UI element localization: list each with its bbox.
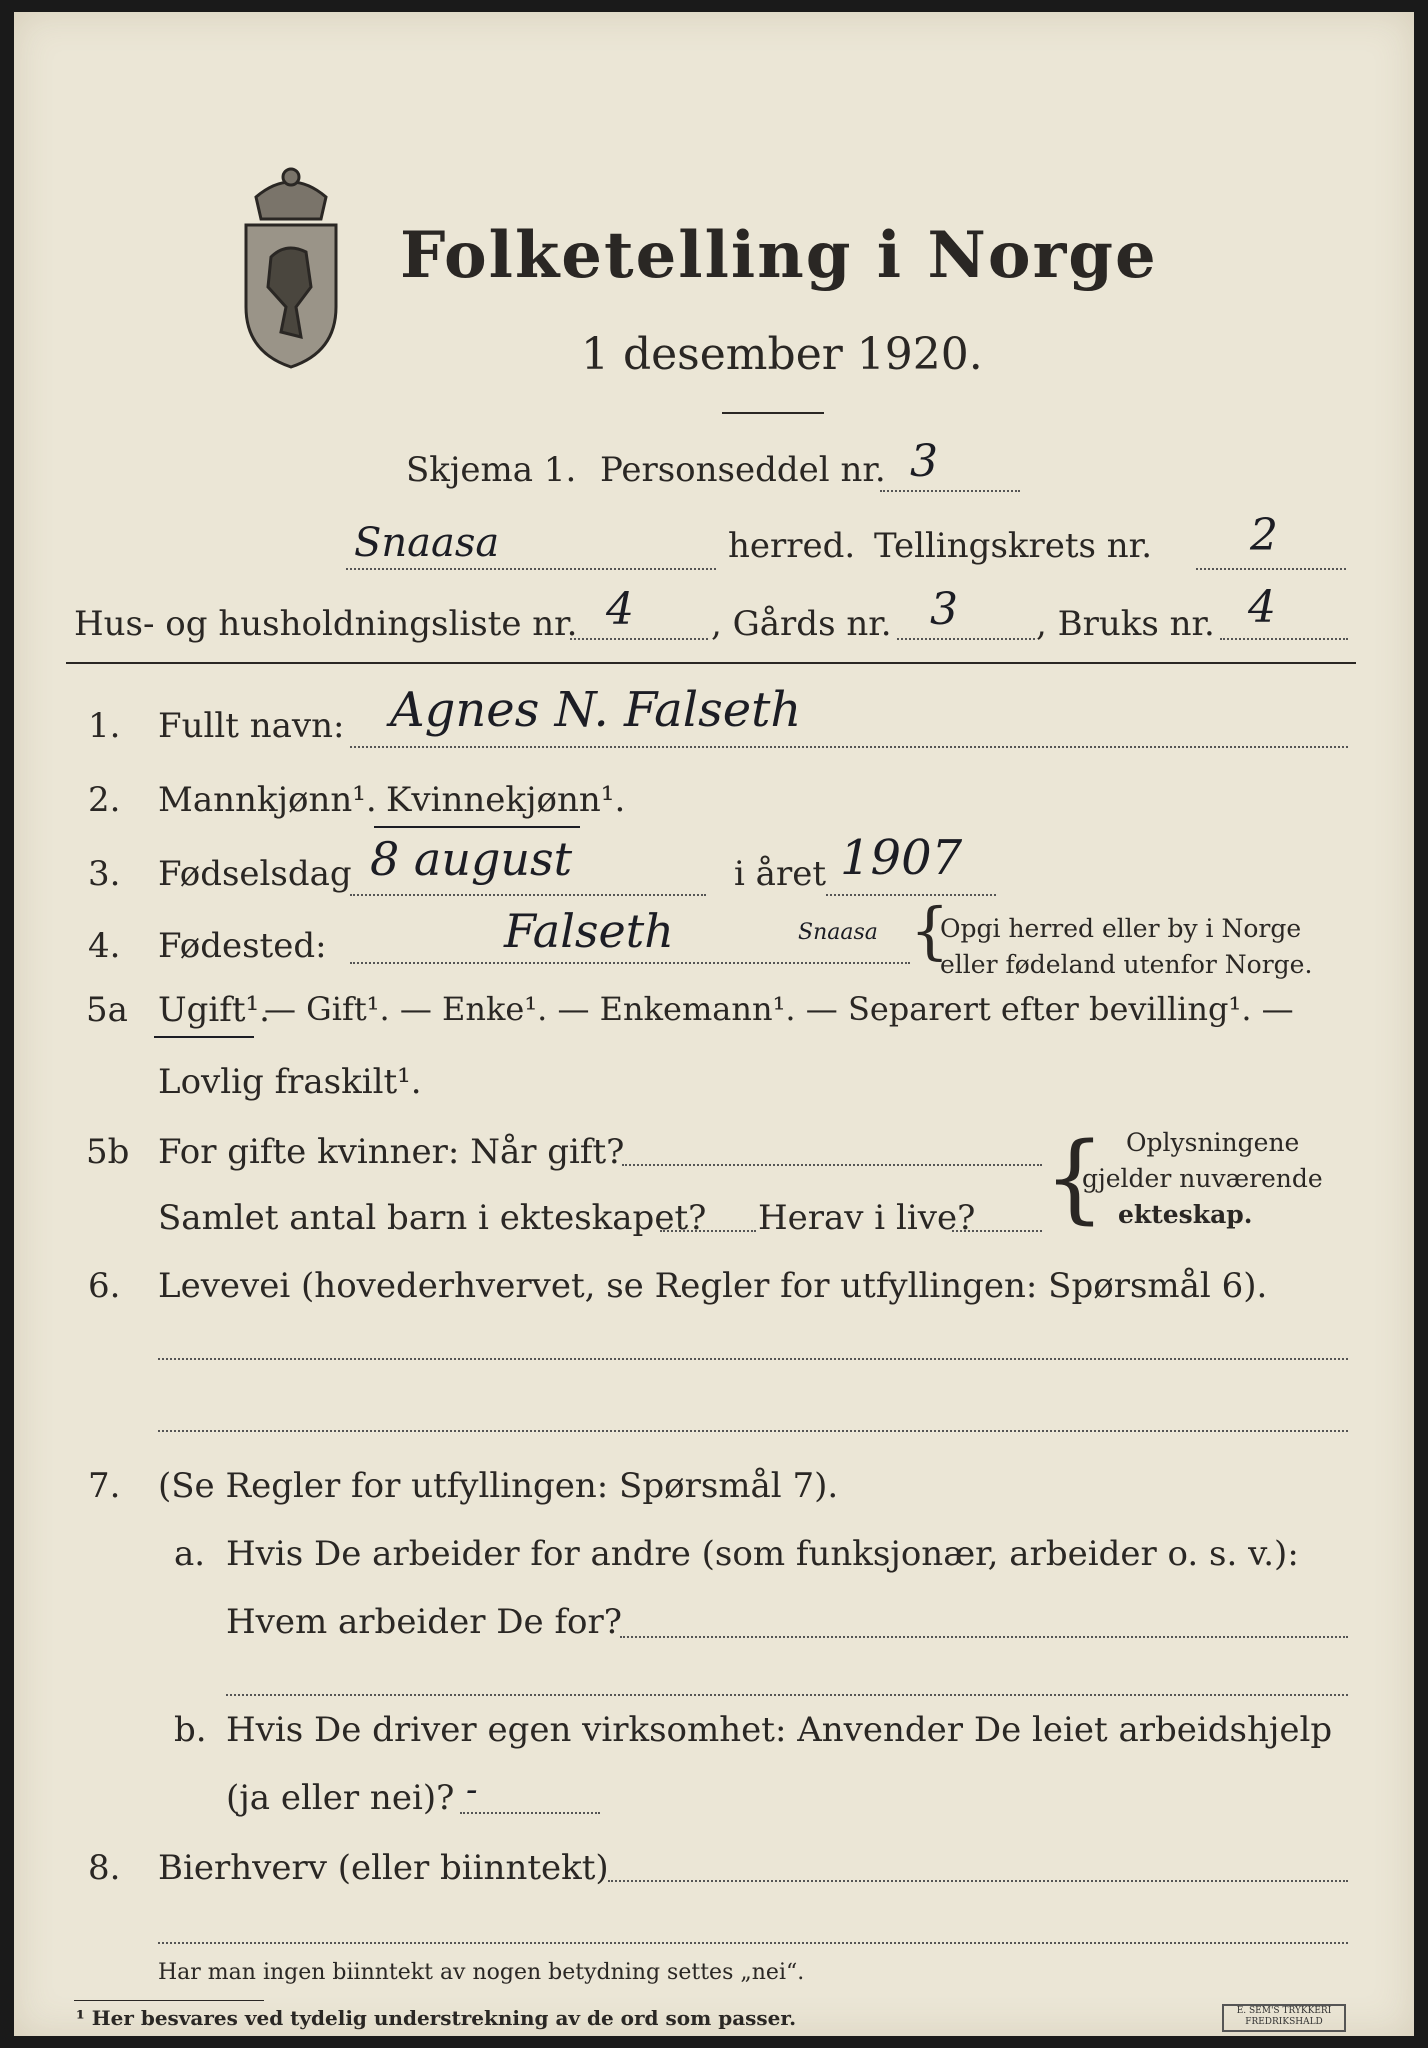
q3-label: Fødselsdag <box>158 854 352 894</box>
tellingskrets-value[interactable]: 2 <box>1250 510 1278 561</box>
q4-value[interactable]: Falseth <box>504 904 674 958</box>
q7a-line-2 <box>226 1694 1348 1696</box>
q3-number: 3. <box>88 854 121 894</box>
q5b-note-3: ekteskap. <box>1118 1200 1253 1229</box>
q2-male[interactable]: Mannkjønn¹. <box>158 780 377 820</box>
q4-note-1: Opgi herred eller by i Norge <box>940 914 1302 943</box>
hus-line <box>570 638 708 640</box>
bruks-value[interactable]: 4 <box>1248 582 1276 633</box>
q5b-label1: For gifte kvinner: Når gift? <box>158 1132 625 1172</box>
q5a-number: 5a <box>86 990 128 1030</box>
q5b-brace: { <box>1044 1122 1106 1234</box>
q7b-label1: Hvis De driver egen virksomhet: Anvender De leiet arbeidshjelp <box>226 1710 1333 1750</box>
q6-label: Levevei (hovederhvervet, se Regler for utfyllingen: Spørsmål 6). <box>158 1266 1268 1306</box>
q7a-letter: a. <box>174 1534 206 1574</box>
hus-label: Hus- og husholdningsliste nr. <box>74 604 578 644</box>
census-form-sheet <box>14 12 1414 2036</box>
header-separator <box>66 662 1356 664</box>
gards-label: , Gårds nr. <box>711 604 892 644</box>
q7a-label2: Hvem arbeider De for? <box>226 1602 622 1642</box>
herred-label: herred. <box>728 526 856 566</box>
norway-coat-of-arms-icon <box>226 157 356 372</box>
footnote-rule <box>74 2000 264 2001</box>
q2-female[interactable]: Kvinnekjønn¹. <box>386 780 626 820</box>
form-title: Folketelling i Norge <box>400 218 1158 293</box>
footer-note: Har man ingen biinntekt av nogen betydning settes „nei“. <box>158 1960 805 1985</box>
q1-value[interactable]: Agnes N. Falseth <box>390 682 802 738</box>
bruks-label: , Bruks nr. <box>1036 604 1215 644</box>
q6-line-2 <box>158 1430 1348 1432</box>
q4-brace: { <box>910 894 950 967</box>
q1-label: Fullt navn: <box>158 706 345 746</box>
personseddel-line <box>880 490 1020 492</box>
form-date: 1 desember 1920. <box>581 329 983 380</box>
personseddel-value[interactable]: 3 <box>910 436 938 487</box>
q3-year-label: i året <box>734 854 826 894</box>
title-divider <box>722 412 824 414</box>
q8-number: 8. <box>88 1848 121 1888</box>
personseddel-label: Personseddel nr. <box>600 450 886 490</box>
q6-number: 6. <box>88 1266 121 1306</box>
q4-note-2: eller fødeland utenfor Norge. <box>940 950 1313 979</box>
q8-line-1 <box>608 1880 1348 1882</box>
q6-line-1 <box>158 1358 1348 1360</box>
q5b-live-line <box>952 1230 1042 1232</box>
q5b-number: 5b <box>86 1132 130 1172</box>
tellingskrets-line <box>1196 568 1346 570</box>
footnote: ¹ Her besvares ved tydelig understrekning av de ord som passer. <box>76 2006 797 2030</box>
herred-value[interactable]: Snaasa <box>354 520 500 566</box>
q7b-line <box>460 1812 600 1814</box>
q1-number: 1. <box>88 706 121 746</box>
q5b-note-2: gjelder nuværende <box>1082 1164 1323 1193</box>
q2-number: 2. <box>88 780 121 820</box>
skjema-label: Skjema 1. <box>406 450 577 490</box>
q7a-line-1 <box>620 1636 1348 1638</box>
q3-value[interactable]: 8 august <box>370 832 573 886</box>
q4-line <box>350 962 910 964</box>
q4-number: 4. <box>88 926 121 966</box>
bruks-line <box>1220 638 1348 640</box>
q5b-label3: Herav i live? <box>758 1198 976 1238</box>
q7b-value[interactable]: - <box>466 1770 478 1810</box>
printer-stamp-line-2: FREDRIKSHALD <box>1245 2017 1323 2027</box>
tellingskrets-label: Tellingskrets nr. <box>874 526 1153 566</box>
printer-stamp <box>1222 2004 1346 2032</box>
q5a-line2[interactable]: Lovlig fraskilt¹. <box>158 1062 422 1102</box>
q1-line <box>350 746 1348 748</box>
q5b-barn-line <box>660 1230 756 1232</box>
q7b-label2: (ja eller nei)? <box>226 1778 455 1818</box>
q4-value-small[interactable]: Snaasa <box>798 920 878 945</box>
q7-number: 7. <box>88 1466 121 1506</box>
gards-line <box>897 638 1035 640</box>
q8-line-2 <box>158 1942 1348 1944</box>
q5a-options[interactable]: — Gift¹. — Enke¹. — Enkemann¹. — Separert efter bevilling¹. — <box>264 990 1294 1028</box>
printer-stamp-line-1: E. SEM'S TRYKKERI <box>1236 2006 1332 2016</box>
q5b-label2: Samlet antal barn i ekteskapet? <box>158 1198 707 1238</box>
q2-female-underline <box>374 826 580 828</box>
q5b-gift-line <box>622 1164 1042 1166</box>
q7-label: (Se Regler for utfyllingen: Spørsmål 7). <box>158 1466 839 1506</box>
q7a-label1: Hvis De arbeider for andre (som funksjonær, arbeider o. s. v.): <box>226 1534 1299 1574</box>
q5b-note-1: Oplysningene <box>1126 1128 1300 1157</box>
hus-value[interactable]: 4 <box>606 584 634 635</box>
q3-year-value[interactable]: 1907 <box>840 830 963 886</box>
q3-line <box>350 894 706 896</box>
herred-line <box>346 568 716 570</box>
q4-label: Fødested: <box>158 926 327 966</box>
q5a-ugift-underline <box>154 1036 254 1038</box>
gards-value[interactable]: 3 <box>930 584 958 635</box>
q7b-letter: b. <box>174 1710 207 1750</box>
q8-label: Bierhverv (eller biinntekt) <box>158 1848 609 1888</box>
q5a-ugift[interactable]: Ugift¹. <box>158 990 270 1030</box>
